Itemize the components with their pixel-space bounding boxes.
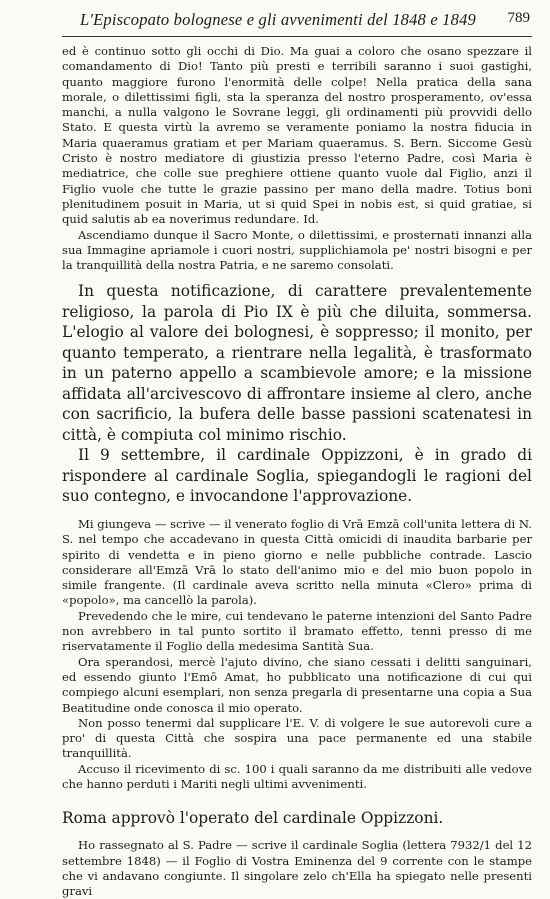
body-paragraph: Il 9 settembre, il cardinale Oppizzoni, è in grado di rispondere al cardinale Soglia, spiegandogli le ragioni del suo contegno, e invocandone l'approvazione. (62, 446, 532, 506)
quote-paragraph: Non posso tenermi dal supplicare l'E. V. di volgere le sue autorevoli cure a pro' di questa Città che sospira una pace permanente ed una stabile tranquillità. (62, 715, 532, 761)
quote-paragraph: Ascendiamo dunque il Sacro Monte, o dilettissimi, e prosternati innanzi alla sua Immagine apriamole i cuori nostri, supplichiamola pe' nostri bisogni e per la tranquillità della nostra Patria, e ne saremo consolati. (62, 227, 532, 273)
page-content (62, 44, 532, 899)
quoted-notification (62, 44, 532, 273)
quoted-letter-soglia (62, 838, 532, 899)
quote-paragraph: Mi giungeva — scrive — il venerato foglio di Vrā Emzā coll'unita lettera di N. S. nel tempo che accadevano in questa Città omicidi di inaudita barbarie per spirito di vendetta e in pieno giorno e nelle pubbliche contrade. Lascio considerare all'Emzā Vrā lo stato dell'animo mio e del mio buon popolo in simile frangente. (Il cardinale aveva scritto nella minuta «Clero» prima di «popolo», ma cancellò la parola). (62, 516, 532, 608)
quoted-letter-oppizzoni (62, 517, 532, 792)
body-text (62, 281, 532, 507)
section-subheading: Roma approvò l'operato del cardinale Oppizzoni. (62, 809, 444, 828)
quote-paragraph: ed è continuo sotto gli occhi di Dio. Ma guai a coloro che osano spezzare il comandamento di Dio! Tanto più presti e terribili saranno i suoi gastighi, quanto maggiore furono l'enormità delle colpe! Nella pratica della sana morale, o dilettissimi figli, sta la speranza del nostro prosperamento, ov'essa manchi, a nulla valgono le Sovrane leggi, gli ordinamenti più provvidi dello Stato. E questa virtù la avremo se veramente poniamo la nostra fiducia in Maria quaeramus gratiam et per Mariam quaeramus. S. Bern. Siccome Gesù Cristo è nostro mediatore di giustizia presso l'eterno Padre, così Maria è mediatrice, che colle sue preghiere ottiene quanto vuole dal Figlio, anzi il Figlio vuole che tutte le grazie passino per mano della madre. Totius boni plenitudinem posuit in Maria, ut si quid Spei in nobis est, si quid gratiae, si quid salutis ab ea noverimus redundare. Id. (62, 44, 532, 227)
page-header (0, 0, 550, 38)
page-number: 789 (507, 10, 530, 26)
running-title: L'Episcopato bolognese e gli avvenimenti del 1848 e 1849 (80, 10, 476, 29)
quote-paragraph: Accuso il ricevimento di sc. 100 i quali saranno da me distribuiti alle vedove che hanno perduti i Mariti negli ultimi avvenimenti. (62, 761, 532, 791)
quote-paragraph: Ora sperandosi, mercè l'ajuto divino, che siano cessati i delitti sanguinari, ed essendo giunto l'Emō Amat, ho pubblicato una notificazione di cui qui compiego alcuni esemplari, non senza pregarla di presentarne una copia a Sua Beatitudine onde conosca il mio operato. (62, 654, 532, 715)
quote-paragraph: Prevedendo che le mire, cui tendevano le paterne intenzioni del Santo Padre non avrebbero in tal punto sortito il bramato effetto, tenni presso di me riservatamente il Foglio della medesima Santità Sua. (62, 608, 532, 654)
quote-paragraph: Ho rassegnato al S. Padre — scrive il cardinale Soglia (lettera 7932/1 del 12 settembre 1848) — il Foglio di Vostra Eminenza del 9 corrente con le stampe che vi andavano congiunte. Il singolare zelo ch'Ella ha spiegato nelle presenti gravi (62, 838, 532, 899)
header-rule (62, 36, 532, 37)
body-paragraph: In questa notificazione, di carattere prevalentemente religioso, la parola di Pio IX è più che diluita, sommersa. L'elogio al valore dei bolognesi, è soppresso; il monito, per quanto temperato, a rientrare nella legalità, è trasformato in un paterno appello a scambievole amore; e la missione affidata all'arcivescovo di affrontare insieme al clero, anche con sacrificio, la bufera delle basse passioni scatenatesi in città, è compiuta col minimo rischio. (62, 282, 532, 444)
